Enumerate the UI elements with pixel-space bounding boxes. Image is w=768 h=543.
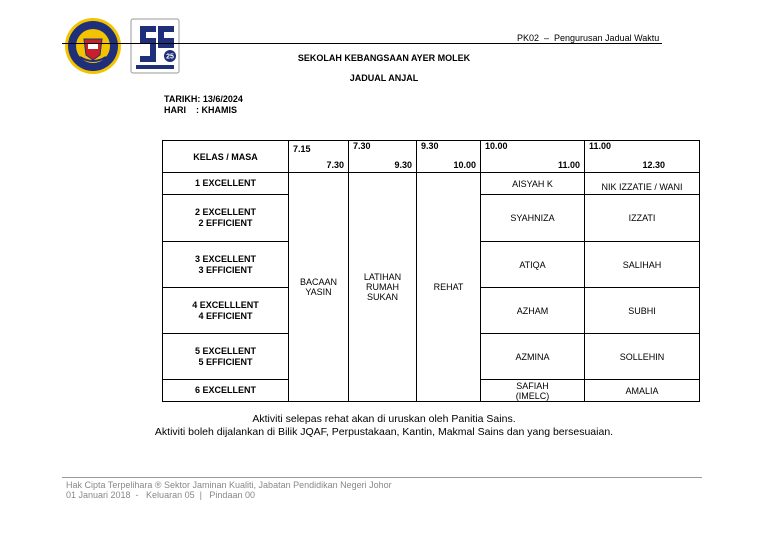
class-name: 6 EXCELLENT — [194, 385, 256, 395]
time-slot-start: 10.00 — [485, 141, 508, 151]
teacher-cell: AZMINA — [481, 334, 585, 380]
day-line: HARI : KHAMIS — [164, 105, 237, 115]
note-line-2: Aktiviti boleh dijalankan di Bilik JQAF, Perpustakaan, Kantin, Makmal Sains dan yang bersesuaian. — [154, 426, 614, 438]
class-name: 3 EXCELLENT — [194, 253, 256, 264]
teacher-cell: ATIQA — [481, 242, 585, 288]
table-row — [163, 173, 700, 195]
time-slot-start: 7.30 — [353, 141, 371, 151]
class-name: 4 EFFICIENT — [198, 310, 253, 321]
teacher-cell: AISYAH K — [481, 173, 585, 195]
latihan-rumah-sukan-cell: LATIHAN RUMAH SUKAN — [349, 173, 417, 402]
time-slot-header — [481, 141, 585, 173]
time-slot-start: 7.15 — [293, 144, 311, 154]
class-name: 4 EXCELLLENT — [192, 299, 259, 310]
timetable-header-row — [163, 141, 700, 173]
teacher-cell: SUBHI — [585, 288, 700, 334]
time-slot-header — [417, 141, 481, 173]
header-divider — [62, 43, 662, 44]
class-cell — [163, 288, 289, 334]
note-line-1: Aktiviti selepas rehat akan di uruskan oleh Panitia Sains. — [252, 413, 516, 425]
class-name: 1 EXCELLENT — [194, 178, 256, 188]
teacher-cell: AMALIA — [585, 380, 700, 402]
time-slot-end: 12.30 — [642, 160, 665, 170]
class-cell — [163, 334, 289, 380]
timetable — [162, 140, 700, 402]
time-slot-end: 9.30 — [394, 160, 412, 170]
teacher-cell: NIK IZZATIE / WANI — [585, 173, 700, 195]
class-name: 5 EFFICIENT — [198, 356, 253, 367]
class-name: 2 EFFICIENT — [198, 218, 253, 228]
teacher-cell: AZHAM — [481, 288, 585, 334]
school-crest-logo — [64, 17, 122, 75]
class-cell — [163, 380, 289, 402]
time-slot-end: 11.00 — [557, 160, 580, 170]
school-name: SEKOLAH KEBANGSAAN AYER MOLEK — [297, 53, 471, 63]
time-slot-header — [585, 141, 700, 173]
time-slot-header — [349, 141, 417, 173]
class-cell — [163, 195, 289, 242]
corner-header: KELAS / MASA — [163, 141, 289, 173]
time-slot-start: 11.00 — [589, 141, 612, 151]
document-code: PK02 – Pengurusan Jadual Waktu — [517, 33, 660, 43]
class-cell — [163, 173, 289, 195]
teacher-cell: SYAHNIZA — [481, 195, 585, 242]
class-name: 5 EXCELLENT — [194, 345, 256, 356]
date-line: TARIKH: 13/6/2024 — [164, 94, 243, 104]
jpn-johor-logo — [130, 18, 180, 74]
teacher-cell: SAFIAH (IMELC) — [481, 380, 585, 402]
time-slot-header — [289, 141, 349, 173]
copyright-line: Hak Cipta Terpelihara ® Sektor Jaminan Kualiti, Jabatan Pendidikan Negeri Johor — [66, 480, 392, 490]
logo-anniversary-number: 25 — [166, 53, 174, 61]
teacher-cell: SALIHAH — [585, 242, 700, 288]
time-slot-end: 7.30 — [326, 160, 344, 170]
teacher-cell: IZZATI — [585, 195, 700, 242]
teacher-cell: SOLLEHIN — [585, 334, 700, 380]
class-name: 2 EXCELLENT — [194, 207, 256, 217]
class-name: 3 EFFICIENT — [198, 264, 253, 275]
rehat-cell: REHAT — [417, 173, 481, 402]
bacaan-yasin-cell: BACAAN YASIN — [289, 173, 349, 402]
revision-line: 01 Januari 2018 - Keluaran 05 | Pindaan 00 — [66, 490, 255, 500]
time-slot-end: 10.00 — [453, 160, 476, 170]
footer-divider — [62, 477, 702, 478]
document-title: JADUAL ANJAL — [349, 73, 419, 83]
time-slot-start: 9.30 — [421, 141, 439, 151]
class-cell — [163, 242, 289, 288]
